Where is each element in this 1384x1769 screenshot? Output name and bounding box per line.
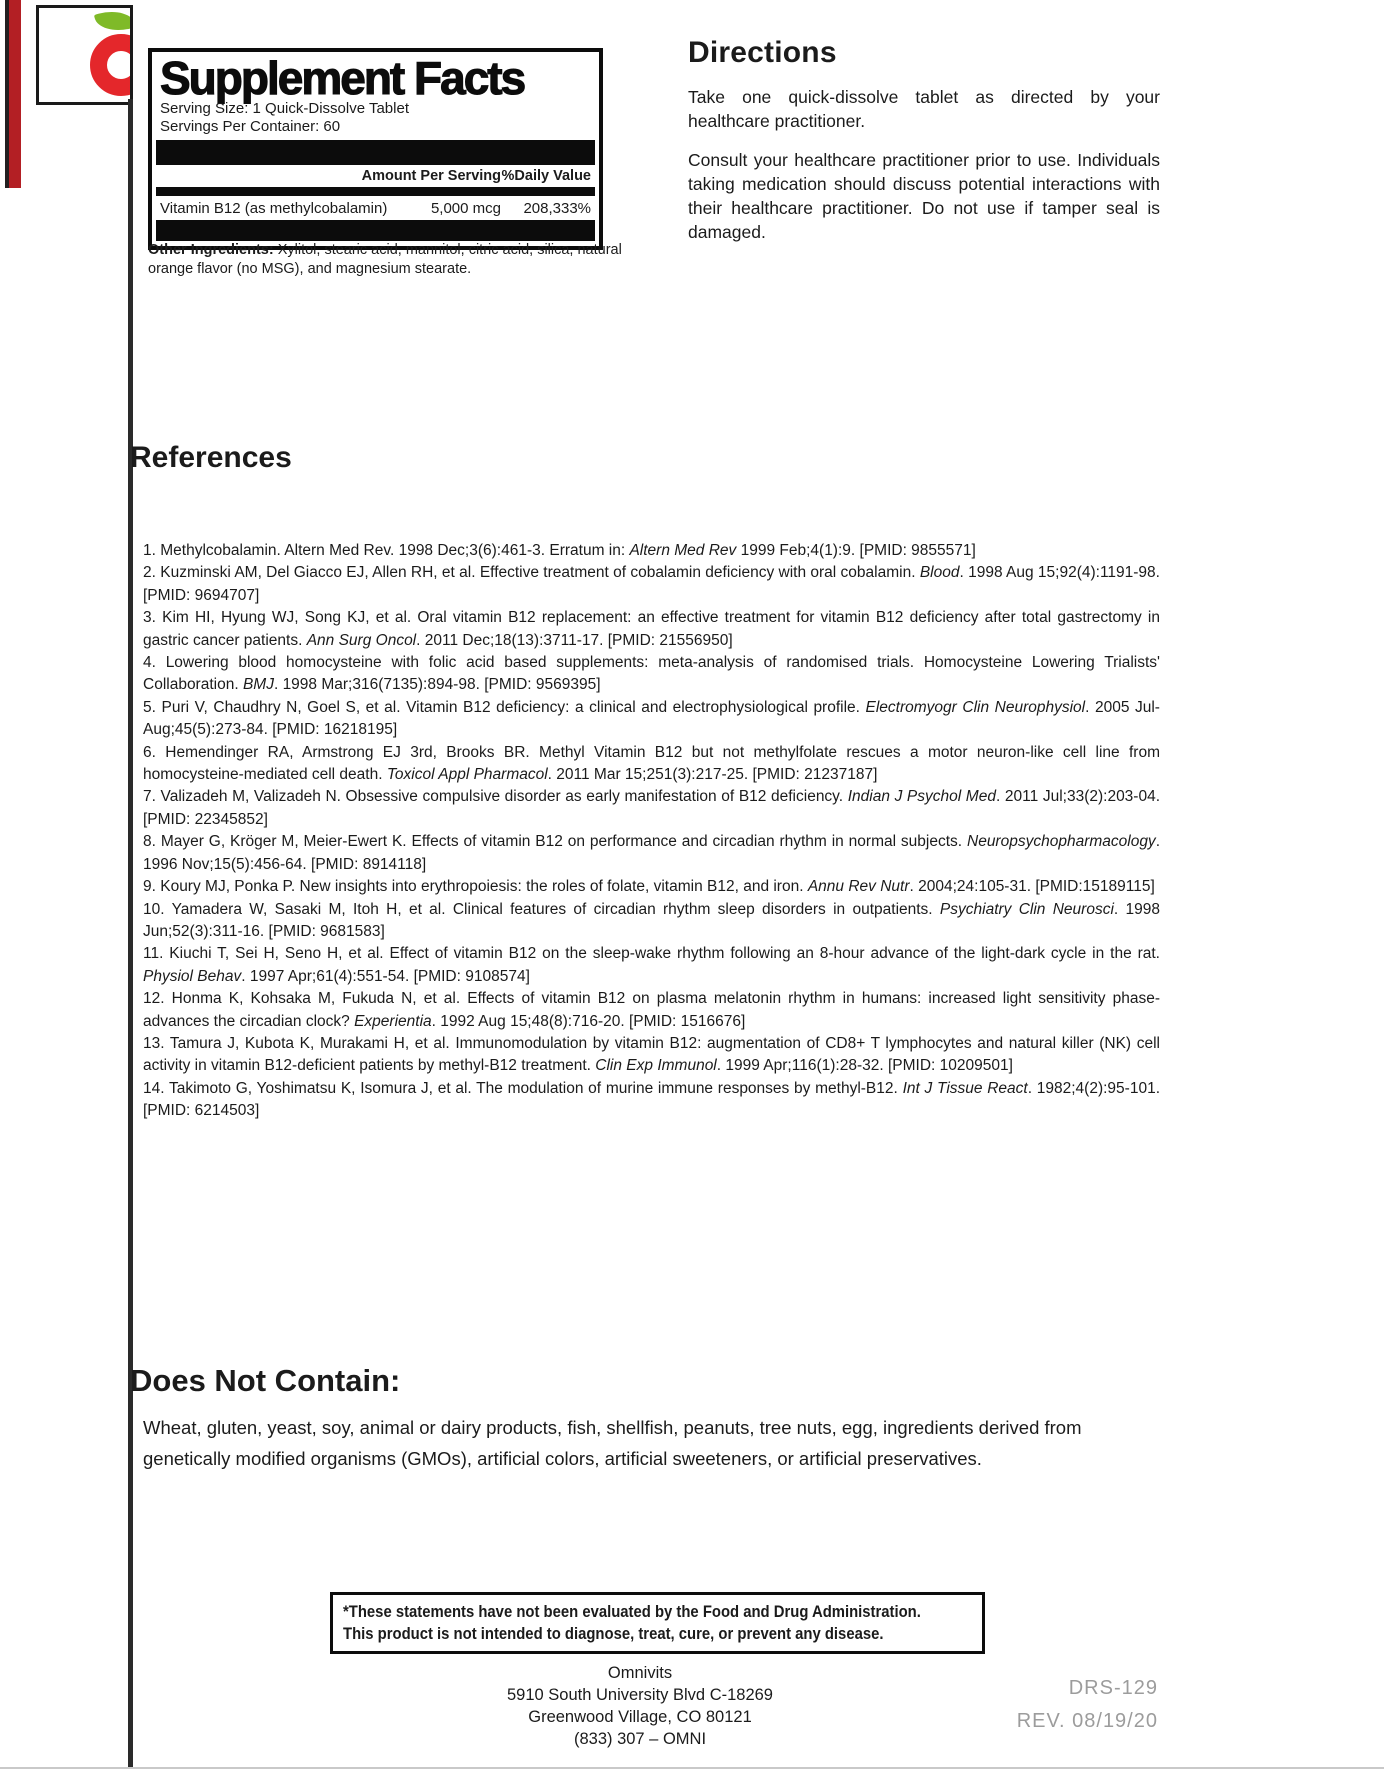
fda-disclaimer-box xyxy=(330,1592,985,1654)
company-name: Omnivits xyxy=(607,1664,673,1682)
does-not-contain-text: Wheat, gluten, yeast, soy, animal or dairy products, fish, shellfish, peanuts, tree nuts, egg, ingredients derived from genetically modified organisms (GMOs), artificial colors, artificial sweeteners, or artificial preservatives. xyxy=(143,1417,1082,1469)
reference-item: 5. Puri V, Chaudhry N, Goel S, et al. Vitamin B12 deficiency: a clinical and electrophysiological profile. Electromyogr Clin Neurophysiol. 2005 Jul-Aug;45(5):273-84. [PMID: 16218195] xyxy=(143,698,1160,739)
reference-item: 14. Takimoto G, Yoshimatsu K, Isomura J, et al. The modulation of murine immune responses by methyl-B12. Int J Tissue React. 1982;4(2):95-101. [PMID: 6214503] xyxy=(143,1079,1160,1120)
reference-item: 9. Koury MJ, Ponka P. New insights into erythropoiesis: the roles of folate, vitamin B12, and iron. Annu Rev Nutr. 2004;24:105-31. [PMID:15189115] xyxy=(143,878,1155,896)
amount-per-serving-header: Amount Per Serving xyxy=(361,168,501,184)
apple-logo-icon xyxy=(90,34,133,96)
company-address-block xyxy=(400,1662,880,1750)
reference-item: 7. Valizadeh M, Valizadeh N. Obsessive compulsive disorder as early manifestation of B12 deficiency. Indian J Psychol Med. 2011 Jul;33(2):203-04. [PMID: 22345852] xyxy=(143,788,1161,828)
thick-separator-bar xyxy=(156,140,595,165)
references-list xyxy=(143,540,1160,1123)
other-ingredients-text: Xylitol, stearic acid, mannitol, citric acid, silica, natural orange flavor (no MSG), and magnesium stearate. xyxy=(148,242,622,277)
document-code-block xyxy=(1017,1672,1158,1738)
supplement-facts-panel xyxy=(148,48,603,250)
document-code: DRS-129 xyxy=(1068,1677,1158,1699)
nutrient-row xyxy=(160,196,591,220)
servings-per-container-line: Servings Per Container: 60 xyxy=(160,118,341,135)
reference-item: 10. Yamadera W, Sasaki M, Itoh H, et al. Clinical features of circadian rhythm sleep disorders in outpatients. Psychiatry Clin Neurosci. 1998 Jun;52(3):311-16. [PMID: 9681583] xyxy=(143,900,1160,940)
facts-column-headers xyxy=(160,165,591,187)
reference-item: 11. Kiuchi T, Sei H, Seno H, et al. Effect of vitamin B12 on the sleep-wake rhythm following an 8-hour advance of the light-dark cycle in the rat. Physiol Behav. 1997 Apr;61(4):551-54. [PMID: 9108574] xyxy=(143,945,1160,985)
nutrient-amount: 5,000 mcg xyxy=(430,200,501,217)
daily-value-header: %Daily Value xyxy=(501,168,591,184)
reference-item: 3. Kim HI, Hyung WJ, Song KJ, et al. Oral vitamin B12 replacement: an effective treatment for vitamin B12 deficiency after total gastrectomy in gastric cancer patients. Ann Surg Oncol. 2011 Dec;18(13):3711-17. [PMID: 21556950] xyxy=(143,609,1160,649)
directions-section xyxy=(688,36,1160,244)
reference-item: 4. Lowering blood homocysteine with folic acid based supplements: meta-analysis of randomised trials. Homocysteine Lowering Trialists' Collaboration. BMJ. 1998 Mar;316(7135):894-98. [PMID: 9569395] xyxy=(143,654,1160,694)
company-street: 5910 South University Blvd C-18269 xyxy=(507,1686,773,1704)
thick-bottom-bar xyxy=(156,220,595,241)
fda-disclaimer-line: *These statements have not been evaluated by the Food and Drug Administration. xyxy=(343,1603,921,1621)
other-ingredients-label: Other Ingredients: xyxy=(148,242,274,258)
directions-title: Directions xyxy=(688,36,837,69)
company-phone: (833) 307 – OMNI xyxy=(573,1730,707,1748)
other-ingredients xyxy=(148,241,656,279)
reference-item: 13. Tamura J, Kubota K, Murakami H, et al. Immunomodulation by vitamin B12: augmentation of CD8+ T lymphocytes and natural killer (NK) cell activity in vitamin B12-deficient patients by methyl-B12 treatment. Clin Exp Immunol. 1999 Apr;116(1):28-32. [PMID: 10209501] xyxy=(143,1034,1160,1075)
reference-item: 1. Methylcobalamin. Altern Med Rev. 1998 Dec;3(6):461-3. Erratum in: Altern Med Rev 1999 Feb;4(1):9. [PMID: 9855571] xyxy=(143,542,976,559)
supplement-facts-title: Supplement Facts xyxy=(160,52,525,104)
revision-date: REV. 08/19/20 xyxy=(1016,1710,1158,1732)
reference-item: 6. Hemendinger RA, Armstrong EJ 3rd, Brooks BR. Methyl Vitamin B12 but not methylfolate rescues a motor neuron-like cell line from homocysteine-mediated cell death. Toxicol Appl Pharmacol. 2011 Mar 15;251(3):217-25. [PMID: 21237187] xyxy=(143,743,1160,784)
directions-paragraph: Take one quick-dissolve tablet as directed by your healthcare practitioner. xyxy=(688,87,1160,131)
nutrient-daily-value: 208,333% xyxy=(523,200,591,217)
references-title: References xyxy=(130,441,292,474)
medium-separator-bar xyxy=(156,187,595,196)
apple-leaf-icon xyxy=(94,6,133,37)
fda-disclaimer-line: This product is not intended to diagnose, treat, cure, or prevent any disease. xyxy=(343,1625,884,1643)
nutrient-name: Vitamin B12 (as methylcobalamin) xyxy=(160,200,388,217)
clipped-red-edge-mark xyxy=(5,0,21,188)
company-city: Greenwood Village, CO 80121 xyxy=(528,1708,752,1726)
directions-paragraph: Consult your healthcare practitioner prior to use. Individuals taking medication should discuss potential interactions with their healthcare practitioner. Do not use if tamper seal is damaged. xyxy=(688,150,1160,242)
serving-size-line: Serving Size: 1 Quick-Dissolve Tablet xyxy=(160,100,409,117)
reference-item: 8. Mayer G, Kröger M, Meier-Ewert K. Effects of vitamin B12 on performance and circadian rhythm in normal subjects. Neuropsychopharmacology. 1996 Nov;15(5):456-64. [PMID: 8914118] xyxy=(143,833,1160,873)
reference-item: 12. Honma K, Kohsaka M, Fukuda N, et al. Effects of vitamin B12 on plasma melatonin rhythm in humans: increased light sensitivity phase-advances the circadian clock? Experientia. 1992 Aug 15;48(8):716-20. [PMID: 1516676] xyxy=(143,990,1160,1030)
reference-item: 2. Kuzminski AM, Del Giacco EJ, Allen RH, et al. Effective treatment of cobalamin deficiency with oral cobalamin. Blood. 1998 Aug 15;92(4):1191-98. [PMID: 9694707] xyxy=(143,564,1160,604)
vertical-divider-rule xyxy=(128,99,133,1767)
does-not-contain-title: Does Not Contain: xyxy=(130,1363,401,1398)
brand-logo-box xyxy=(36,5,133,105)
